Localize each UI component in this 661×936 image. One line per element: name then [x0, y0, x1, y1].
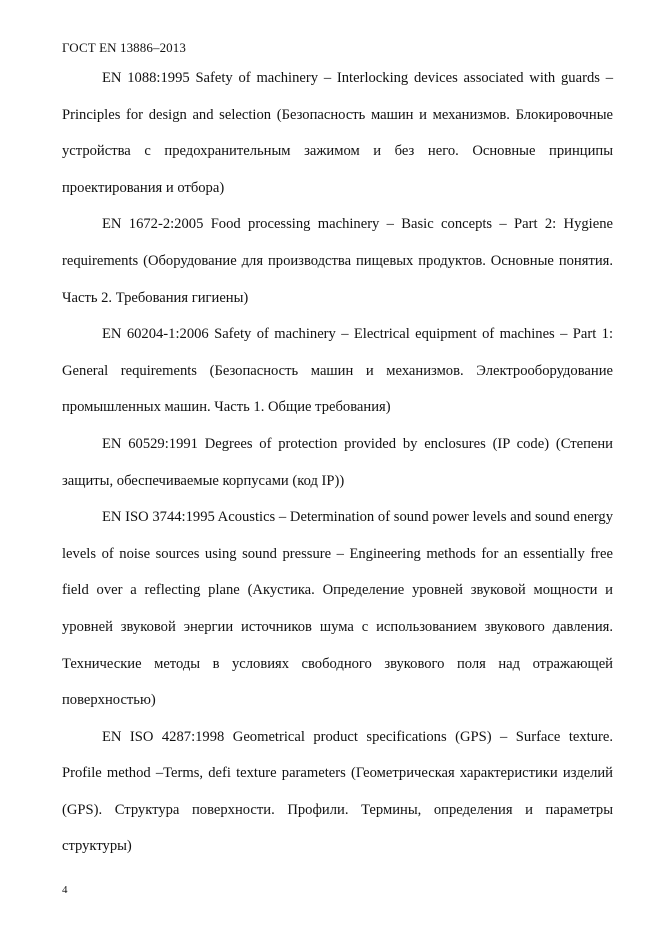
reference-entry-en-iso-3744: EN ISO 3744:1995 Acoustics – Determination of sound power levels and sound energy levels of noise sources using sound pressure – Engineering methods for an essentially free field over a reflecting plane (Акустика. Определение уровней звуковой мощности и уровней звуковой энергии источников шума с использованием звукового давления. Технические методы в условиях свободного звукового поля над отражающей поверхностью)	[62, 509, 613, 709]
document-header	[62, 40, 186, 56]
reference-entry-en-iso-4287: EN ISO 4287:1998 Geometrical product specifications (GPS) – Surface texture. Profile method –Terms, defi texture parameters (Геометрическая характеристики изделий (GPS). Структура поверхности. Профили. Термины, определения и параметры структуры)	[62, 728, 613, 855]
reference-entry-en-1672-2: EN 1672-2:2005 Food processing machinery – Basic concepts – Part 2: Hygiene requirements (Оборудование для производства пищевых продуктов. Основные понятия. Часть 2. Требования гигиены)	[62, 216, 613, 306]
reference-entry-en-60204-1: EN 60204-1:2006 Safety of machinery – Electrical equipment of machines – Part 1: General requirements (Безопасность машин и механизмов. Электрооборудование промышленных машин. Часть 1. Общие требования)	[62, 326, 613, 416]
references-list	[62, 60, 613, 865]
document-code: ГОСТ EN 13886–2013	[62, 40, 186, 55]
reference-entry-en-60529: EN 60529:1991 Degrees of protection provided by enclosures (IP code) (Степени защиты, обеспечиваемые корпусами (код IP))	[62, 435, 613, 489]
reference-entry-en-1088: EN 1088:1995 Safety of machinery – Interlocking devices associated with guards – Principles for design and selection (Безопасность машин и механизмов. Блокировочные устройства с предохранительным зажимом и без него. Основные принципы проектирования и отбора)	[62, 70, 613, 196]
page-number-value: 4	[62, 884, 68, 896]
page-number	[62, 883, 68, 897]
